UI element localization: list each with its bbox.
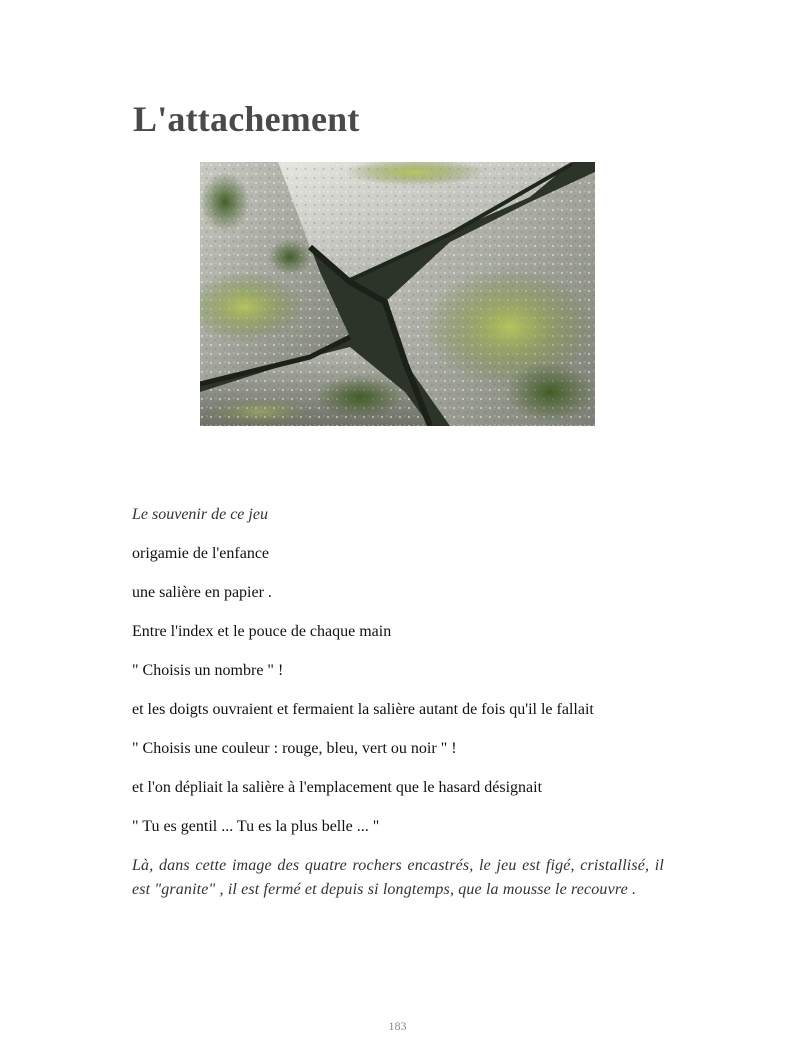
poem-line-6: et les doigts ouvraient et fermaient la salière autant de fois qu'il le fallait (132, 701, 594, 718)
poem-line-8: et l'on dépliait la salière à l'emplacement que le hasard désignait (132, 779, 543, 796)
poem-line-1: Le souvenir de ce jeu (132, 506, 268, 523)
page-title: L'attachement (133, 99, 360, 139)
poem-line-4: Entre l'index et le pouce de chaque main (132, 623, 392, 640)
rocks-moss-photo (200, 162, 595, 426)
poem-line-9: " Tu es gentil ... Tu es la plus belle ... " (132, 818, 380, 835)
page-number: 183 (388, 1019, 407, 1033)
poem-line-3: une salière en papier . (132, 584, 272, 601)
poem-line-10: Là, dans cette image des quatre rochers encastrés, le jeu est figé, cristallisé, il est "granite" , il est fermé et depuis si longtemps, que la mousse le recouvre . (132, 857, 664, 898)
poem-line-5: " Choisis un nombre " ! (132, 662, 284, 679)
poem-line-7: " Choisis une couleur : rouge, bleu, vert ou noir " ! (132, 740, 457, 757)
poem-line-2: origamie de l'enfance (132, 545, 270, 562)
poem-text (132, 503, 664, 917)
